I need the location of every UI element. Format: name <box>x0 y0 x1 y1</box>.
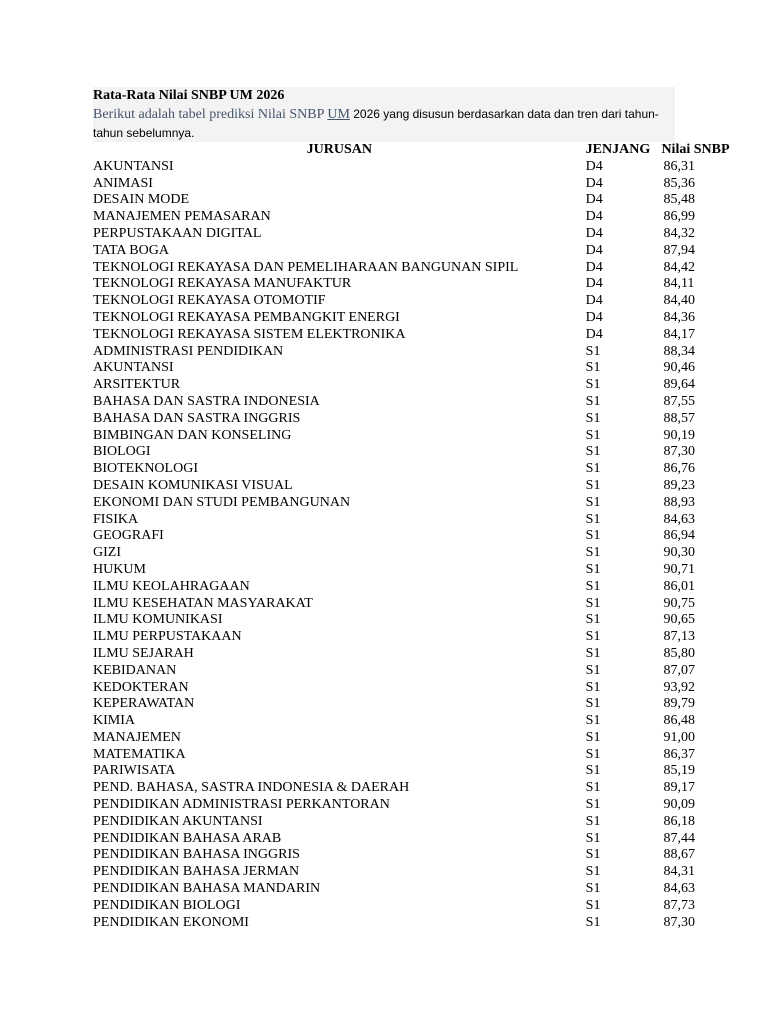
cell-nilai: 84,32 <box>663 225 695 241</box>
table-body <box>93 159 753 932</box>
table-row <box>93 646 753 663</box>
cell-nilai: 87,07 <box>663 662 695 678</box>
header-nilai-snbp: Nilai SNBP <box>661 142 730 157</box>
table-row <box>93 579 753 596</box>
table-row <box>93 612 753 629</box>
cell-nilai: 84,17 <box>663 326 695 342</box>
cell-jenjang: D4 <box>585 209 603 225</box>
cell-jurusan: DESAIN MODE <box>93 192 190 208</box>
table-row <box>93 327 753 344</box>
cell-jurusan: EKONOMI DAN STUDI PEMBANGUNAN <box>93 494 351 510</box>
cell-jenjang: S1 <box>585 377 601 393</box>
table-row <box>93 864 753 881</box>
table-row <box>93 512 753 529</box>
cell-nilai: 86,31 <box>663 158 695 174</box>
table-row <box>93 444 753 461</box>
cell-jurusan: TEKNOLOGI REKAYASA MANUFAKTUR <box>93 276 352 292</box>
cell-nilai: 90,30 <box>663 545 695 561</box>
cell-nilai: 86,01 <box>663 578 695 594</box>
cell-nilai: 90,09 <box>663 797 695 813</box>
cell-jenjang: S1 <box>585 696 601 712</box>
cell-jenjang: S1 <box>585 881 601 897</box>
cell-jenjang: S1 <box>585 897 601 913</box>
cell-nilai: 88,93 <box>663 494 695 510</box>
table-row <box>93 310 753 327</box>
cell-jenjang: S1 <box>585 780 601 796</box>
cell-nilai: 89,23 <box>663 477 695 493</box>
cell-jurusan: PENDIDIKAN BAHASA ARAB <box>93 830 282 846</box>
cell-jurusan: PENDIDIKAN AKUNTANSI <box>93 813 263 829</box>
cell-nilai: 87,13 <box>663 629 695 645</box>
table-row <box>93 763 753 780</box>
cell-jenjang: D4 <box>585 225 603 241</box>
table-row <box>93 344 753 361</box>
cell-jurusan: KEDOKTERAN <box>93 679 189 695</box>
cell-jenjang: S1 <box>585 729 601 745</box>
cell-nilai: 84,42 <box>663 259 695 275</box>
document-page <box>93 87 753 931</box>
cell-jenjang: D4 <box>585 192 603 208</box>
cell-jurusan: ARSITEKTUR <box>93 377 181 393</box>
table-row <box>93 226 753 243</box>
cell-jenjang: S1 <box>585 612 601 628</box>
cell-nilai: 90,19 <box>663 427 695 443</box>
cell-jurusan: MANAJEMEN PEMASARAN <box>93 209 271 225</box>
cell-nilai: 93,92 <box>663 679 695 695</box>
cell-nilai: 86,18 <box>663 813 695 829</box>
table-row <box>93 713 753 730</box>
cell-jurusan: PENDIDIKAN BAHASA INGGRIS <box>93 847 300 863</box>
cell-jurusan: BIOLOGI <box>93 444 151 460</box>
cell-nilai: 88,57 <box>663 410 695 426</box>
cell-nilai: 84,63 <box>663 881 695 897</box>
cell-jurusan: HUKUM <box>93 561 146 577</box>
cell-jenjang: S1 <box>585 343 601 359</box>
cell-jenjang: S1 <box>585 595 601 611</box>
cell-jenjang: D4 <box>585 293 603 309</box>
cell-jurusan: BAHASA DAN SASTRA INGGRIS <box>93 410 301 426</box>
cell-jenjang: S1 <box>585 578 601 594</box>
table-row <box>93 780 753 797</box>
table-row <box>93 461 753 478</box>
table-row <box>93 831 753 848</box>
cell-nilai: 87,44 <box>663 830 695 846</box>
cell-jenjang: S1 <box>585 746 601 762</box>
cell-jurusan: PERPUSTAKAAN DIGITAL <box>93 225 262 241</box>
cell-jenjang: D4 <box>585 242 603 258</box>
table-row <box>93 596 753 613</box>
table-row <box>93 629 753 646</box>
cell-jenjang: S1 <box>585 410 601 426</box>
cell-nilai: 86,99 <box>663 209 695 225</box>
table-header-row <box>93 142 753 159</box>
cell-jenjang: S1 <box>585 847 601 863</box>
cell-nilai: 89,17 <box>663 780 695 796</box>
cell-nilai: 85,48 <box>663 192 695 208</box>
table-row <box>93 915 753 932</box>
cell-nilai: 89,64 <box>663 377 695 393</box>
cell-jenjang: S1 <box>585 545 601 561</box>
cell-jurusan: PENDIDIKAN BIOLOGI <box>93 897 241 913</box>
table-row <box>93 847 753 864</box>
cell-jurusan: DESAIN KOMUNIKASI VISUAL <box>93 477 293 493</box>
cell-jenjang: S1 <box>585 561 601 577</box>
cell-jurusan: GIZI <box>93 545 121 561</box>
table-row <box>93 814 753 831</box>
cell-jenjang: S1 <box>585 813 601 829</box>
header-jenjang: JENJANG <box>585 142 651 157</box>
cell-nilai: 88,34 <box>663 343 695 359</box>
cell-jurusan: TATA BOGA <box>93 242 169 258</box>
cell-jurusan: AKUNTANSI <box>93 158 174 174</box>
cell-jenjang: S1 <box>585 427 601 443</box>
cell-jenjang: S1 <box>585 713 601 729</box>
cell-jenjang: S1 <box>585 461 601 477</box>
cell-jenjang: S1 <box>585 360 601 376</box>
table-row <box>93 243 753 260</box>
cell-jurusan: ILMU KEOLAHRAGAAN <box>93 578 250 594</box>
cell-nilai: 84,31 <box>663 864 695 880</box>
cell-nilai: 85,80 <box>663 645 695 661</box>
table-row <box>93 696 753 713</box>
cell-nilai: 90,46 <box>663 360 695 376</box>
cell-jurusan: ANIMASI <box>93 175 153 191</box>
cell-nilai: 88,67 <box>663 847 695 863</box>
table-row <box>93 881 753 898</box>
cell-jurusan: PENDIDIKAN BAHASA MANDARIN <box>93 881 321 897</box>
table-row <box>93 411 753 428</box>
cell-jurusan: FISIKA <box>93 511 139 527</box>
cell-jurusan: AKUNTANSI <box>93 360 174 376</box>
table-row <box>93 209 753 226</box>
cell-jenjang: D4 <box>585 276 603 292</box>
cell-jenjang: S1 <box>585 444 601 460</box>
cell-jurusan: TEKNOLOGI REKAYASA SISTEM ELEKTRONIKA <box>93 326 406 342</box>
table-row <box>93 747 753 764</box>
cell-jenjang: S1 <box>585 645 601 661</box>
cell-jenjang: S1 <box>585 511 601 527</box>
cell-jenjang: S1 <box>585 494 601 510</box>
cell-jurusan: PARIWISATA <box>93 763 176 779</box>
cell-jenjang: D4 <box>585 326 603 342</box>
cell-jenjang: S1 <box>585 864 601 880</box>
table-row <box>93 394 753 411</box>
cell-nilai: 87,30 <box>663 914 695 930</box>
cell-nilai: 91,00 <box>663 729 695 745</box>
cell-jenjang: S1 <box>585 477 601 493</box>
um-link[interactable]: UM <box>327 107 350 122</box>
cell-jurusan: MATEMATIKA <box>93 746 186 762</box>
cell-nilai: 86,48 <box>663 713 695 729</box>
cell-jenjang: D4 <box>585 259 603 275</box>
snbp-table <box>93 142 753 931</box>
cell-jurusan: ADMINISTRASI PENDIDIKAN <box>93 343 284 359</box>
cell-nilai: 87,30 <box>663 444 695 460</box>
cell-jenjang: S1 <box>585 763 601 779</box>
cell-jurusan: TEKNOLOGI REKAYASA OTOMOTIF <box>93 293 326 309</box>
cell-nilai: 87,94 <box>663 242 695 258</box>
cell-jurusan: ILMU KESEHATAN MASYARAKAT <box>93 595 313 611</box>
cell-nilai: 84,63 <box>663 511 695 527</box>
table-row <box>93 159 753 176</box>
table-row <box>93 478 753 495</box>
cell-jurusan: TEKNOLOGI REKAYASA PEMBANGKIT ENERGI <box>93 309 400 325</box>
cell-jurusan: PEND. BAHASA, SASTRA INDONESIA & DAERAH <box>93 780 410 796</box>
cell-nilai: 90,75 <box>663 595 695 611</box>
table-row <box>93 680 753 697</box>
cell-nilai: 86,76 <box>663 461 695 477</box>
cell-nilai: 89,79 <box>663 696 695 712</box>
cell-jurusan: GEOGRAFI <box>93 528 164 544</box>
table-row <box>93 176 753 193</box>
cell-nilai: 87,55 <box>663 393 695 409</box>
cell-nilai: 84,36 <box>663 309 695 325</box>
table-row <box>93 898 753 915</box>
intro-paragraph <box>93 105 675 142</box>
table-row <box>93 730 753 747</box>
cell-jurusan: ILMU PERPUSTAKAAN <box>93 629 242 645</box>
intro-text-start: Berikut adalah tabel prediksi Nilai SNBP <box>93 107 328 122</box>
cell-jurusan: KIMIA <box>93 713 135 729</box>
table-row <box>93 545 753 562</box>
cell-jurusan: BAHASA DAN SASTRA INDONESIA <box>93 393 320 409</box>
table-row <box>93 562 753 579</box>
cell-jenjang: S1 <box>585 679 601 695</box>
table-row <box>93 495 753 512</box>
header-jurusan: JURUSAN <box>306 142 372 157</box>
cell-jenjang: S1 <box>585 629 601 645</box>
cell-nilai: 85,36 <box>663 175 695 191</box>
cell-nilai: 84,40 <box>663 293 695 309</box>
cell-nilai: 90,71 <box>663 561 695 577</box>
table-row <box>93 428 753 445</box>
table-row <box>93 663 753 680</box>
table-row <box>93 528 753 545</box>
cell-jenjang: S1 <box>585 830 601 846</box>
table-row <box>93 276 753 293</box>
table-row <box>93 797 753 814</box>
cell-jurusan: ILMU KOMUNIKASI <box>93 612 223 628</box>
cell-jurusan: PENDIDIKAN BAHASA JERMAN <box>93 864 300 880</box>
table-row <box>93 293 753 310</box>
cell-nilai: 84,11 <box>663 276 695 292</box>
intro-text-end: 2026 yang disusun berdasarkan data dan tren dari tahun-tahun sebelumnya. <box>93 107 659 140</box>
cell-jenjang: S1 <box>585 393 601 409</box>
table-row <box>93 260 753 277</box>
cell-jurusan: PENDIDIKAN ADMINISTRASI PERKANTORAN <box>93 797 390 813</box>
cell-nilai: 86,37 <box>663 746 695 762</box>
cell-jenjang: D4 <box>585 175 603 191</box>
cell-jurusan: BIMBINGAN DAN KONSELING <box>93 427 292 443</box>
table-row <box>93 192 753 209</box>
cell-jenjang: S1 <box>585 528 601 544</box>
cell-jurusan: TEKNOLOGI REKAYASA DAN PEMELIHARAAN BANGUNAN SIPIL <box>93 259 519 275</box>
cell-jenjang: S1 <box>585 662 601 678</box>
cell-nilai: 85,19 <box>663 763 695 779</box>
cell-jurusan: KEPERAWATAN <box>93 696 195 712</box>
cell-jenjang: S1 <box>585 797 601 813</box>
cell-jurusan: BIOTEKNOLOGI <box>93 461 198 477</box>
cell-nilai: 87,73 <box>663 897 695 913</box>
page-title: Rata-Rata Nilai SNBP UM 2026 <box>93 87 675 105</box>
cell-nilai: 90,65 <box>663 612 695 628</box>
cell-jurusan: KEBIDANAN <box>93 662 177 678</box>
table-row <box>93 360 753 377</box>
cell-jenjang: D4 <box>585 158 603 174</box>
cell-jenjang: D4 <box>585 309 603 325</box>
cell-jurusan: PENDIDIKAN EKONOMI <box>93 914 249 930</box>
cell-jurusan: MANAJEMEN <box>93 729 181 745</box>
cell-jenjang: S1 <box>585 914 601 930</box>
cell-jurusan: ILMU SEJARAH <box>93 645 194 661</box>
cell-nilai: 86,94 <box>663 528 695 544</box>
table-row <box>93 377 753 394</box>
